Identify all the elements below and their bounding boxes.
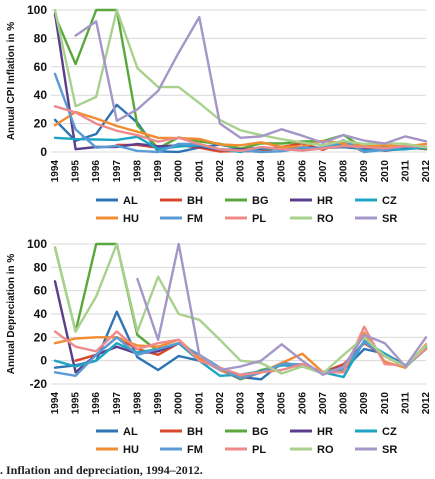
legend-label-pl: PL [252,444,267,456]
x-tick-label: 2012 [421,160,432,183]
x-tick-label: 2003 [235,392,247,415]
x-tick-label: 1995 [70,160,82,183]
legend-label-cz: CZ [382,426,397,438]
legend-label-bg: BG [252,195,269,207]
x-tick-label: 2006 [297,160,309,183]
x-tick-label: 1994 [50,392,61,415]
x-tick-label: 2004 [256,160,268,183]
y-tick-label: 60 [33,59,47,74]
x-tick-label: 2004 [256,392,268,415]
y-tick-label: 100 [26,3,47,17]
x-tick-label: 2005 [276,160,288,183]
x-tick-label: 1998 [132,160,144,183]
legend-label-hu: HU [123,213,139,225]
legend-label-hr: HR [317,195,333,207]
legend-label-sr: SR [382,444,398,456]
x-tick-label: 2001 [194,392,206,415]
x-tick-label: 2006 [297,392,309,415]
x-tick-label: 1999 [153,160,165,183]
series-line-ro [55,244,426,374]
series-line-ro [55,10,426,147]
x-tick-label: 2001 [194,160,206,183]
x-tick-label: 2011 [400,160,412,182]
legend-label-bh: BH [187,195,203,207]
x-tick-label: 2000 [173,392,185,415]
y-tick-label: 80 [33,260,47,275]
legend-label-ro: RO [317,213,334,225]
y-axis-label: Annual CPI Inflation in % [6,21,17,141]
x-tick-label: 2002 [214,160,226,183]
legend-label-fm: FM [187,444,203,456]
legend-label-hr: HR [317,426,333,438]
x-tick-label: 2009 [359,160,371,183]
x-tick-label: 2010 [379,392,391,415]
x-tick-label: 2012 [421,392,432,415]
x-tick-label: 1996 [91,160,103,183]
x-tick-label: 2003 [235,160,247,183]
legend-label-fm: FM [187,213,203,225]
y-tick-label: 80 [33,31,47,46]
x-tick-label: 1995 [70,392,82,415]
legend-label-cz: CZ [382,195,397,207]
x-tick-label: 1994 [50,160,61,183]
x-tick-label: 1996 [91,392,103,415]
legend-label-pl: PL [252,213,267,225]
x-tick-label: 2005 [276,392,288,415]
legend-label-ro: RO [317,444,334,456]
y-tick-label: 100 [26,237,47,251]
legend-label-bg: BG [252,426,269,438]
legend-label-al: AL [123,195,138,207]
x-tick-label: 2007 [317,392,329,415]
legend-label-sr: SR [382,213,398,225]
x-tick-label: 1997 [111,160,123,183]
y-tick-label: 40 [33,88,47,103]
x-tick-label: 2002 [214,392,226,415]
figure-caption: . Inflation and depreciation, 1994–2012. [0,463,203,477]
legend-label-bh: BH [187,426,203,438]
y-tick-label: 60 [33,283,47,298]
depreciation-chart [0,236,435,462]
x-tick-label: 2000 [173,160,185,183]
x-tick-label: 1997 [111,392,123,415]
x-tick-label: 2007 [317,160,329,183]
series-line-hr [55,281,426,378]
inflation-chart [0,0,435,236]
x-tick-label: 2010 [379,160,391,183]
x-tick-label: 2009 [359,392,371,415]
legend-label-hu: HU [123,444,139,456]
y-tick-label: 0 [40,145,47,159]
y-tick-label: 20 [33,330,47,345]
y-tick-label: 20 [33,116,47,131]
y-axis-label: Annual Depreciation in % [6,253,17,375]
y-tick-label: 40 [33,307,47,321]
y-tick-label: 0 [40,353,47,368]
x-tick-label: 1999 [153,392,165,415]
x-tick-label: 1998 [132,392,144,415]
x-tick-label: 2008 [338,160,350,183]
x-tick-label: 2008 [338,392,350,415]
x-tick-label: 2011 [400,392,412,414]
legend-label-al: AL [123,426,138,438]
y-tick-label: -20 [29,377,47,391]
